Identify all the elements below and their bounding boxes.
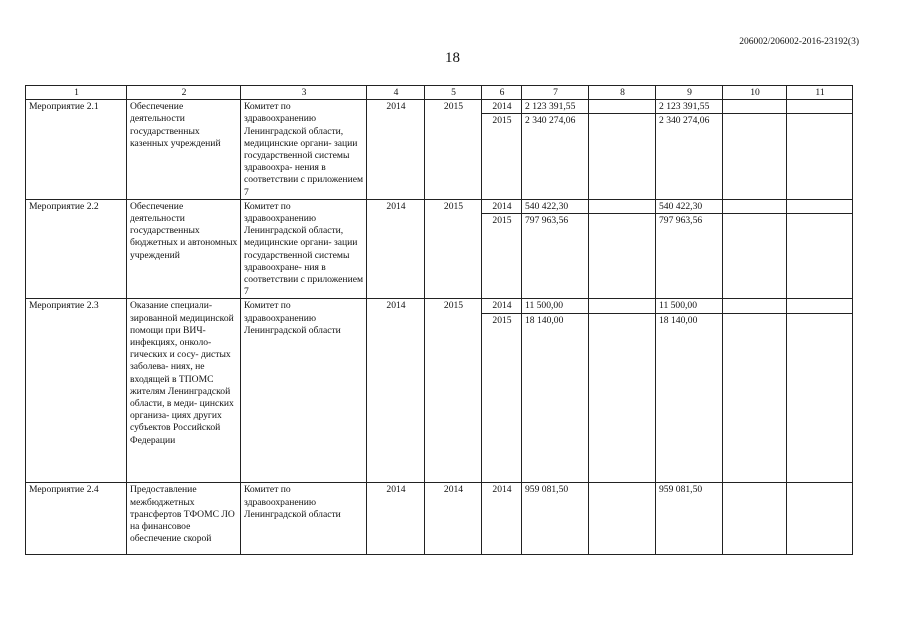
finance-year: 2014 xyxy=(482,100,522,114)
activity-name: Предоставление межбюджетных трансфертов ТФОМС ЛО на финансовое обеспечение скорой xyxy=(127,483,241,555)
column-header: 9 xyxy=(656,86,723,100)
other-amount xyxy=(787,100,853,114)
activities-table xyxy=(25,85,853,555)
activity-name: Обеспечение деятельности государственных казенных учреждений xyxy=(127,100,241,200)
end-year: 2015 xyxy=(425,199,482,299)
activity-id: Мероприятие 2.1 xyxy=(26,100,127,200)
header-row xyxy=(26,86,853,100)
other-amount xyxy=(787,299,853,313)
regional-amount: 18 140,00 xyxy=(656,313,723,483)
total-amount: 540 422,30 xyxy=(522,199,589,213)
column-header: 6 xyxy=(482,86,522,100)
start-year: 2014 xyxy=(367,483,425,555)
document-code: 206002/206002-2016-23192(3) xyxy=(739,37,859,47)
table-header xyxy=(26,86,853,100)
total-amount: 18 140,00 xyxy=(522,313,589,483)
other-amount xyxy=(787,114,853,199)
federal-amount xyxy=(589,214,656,299)
table-body xyxy=(26,100,853,555)
activity-name: Обеспечение деятельности государственных бюджетных и автономных учреждений xyxy=(127,199,241,299)
finance-year: 2015 xyxy=(482,313,522,483)
activity-id: Мероприятие 2.3 xyxy=(26,299,127,483)
column-header: 3 xyxy=(241,86,367,100)
federal-amount xyxy=(589,199,656,213)
local-amount xyxy=(723,214,787,299)
page-number: 18 xyxy=(445,50,460,66)
start-year: 2014 xyxy=(367,100,425,200)
column-header: 10 xyxy=(723,86,787,100)
federal-amount xyxy=(589,100,656,114)
other-amount xyxy=(787,313,853,483)
activity-name: Оказание специали- зированной медицинской помощи при ВИЧ- инфекциях, онколо- гических и сосу- дистых заболева- ниях, не входящей в ТПОМС жителям Ленинградской области, в меди- цинских организа- циях других субъектов Российской Федерации xyxy=(127,299,241,483)
column-header: 8 xyxy=(589,86,656,100)
other-amount xyxy=(787,199,853,213)
finance-year: 2014 xyxy=(482,299,522,313)
federal-amount xyxy=(589,299,656,313)
column-header: 5 xyxy=(425,86,482,100)
activity-id: Мероприятие 2.4 xyxy=(26,483,127,555)
table-row xyxy=(26,100,853,114)
column-header: 4 xyxy=(367,86,425,100)
table-row xyxy=(26,199,853,213)
column-header: 7 xyxy=(522,86,589,100)
regional-amount: 959 081,50 xyxy=(656,483,723,555)
column-header: 2 xyxy=(127,86,241,100)
local-amount xyxy=(723,114,787,199)
table-row xyxy=(26,483,853,555)
federal-amount xyxy=(589,114,656,199)
regional-amount: 11 500,00 xyxy=(656,299,723,313)
regional-amount: 2 123 391,55 xyxy=(656,100,723,114)
start-year: 2014 xyxy=(367,299,425,483)
activity-executor: Комитет по здравоохранению Ленинградской области xyxy=(241,299,367,483)
total-amount: 11 500,00 xyxy=(522,299,589,313)
total-amount: 2 340 274,06 xyxy=(522,114,589,199)
total-amount: 797 963,56 xyxy=(522,214,589,299)
activity-id: Мероприятие 2.2 xyxy=(26,199,127,299)
local-amount xyxy=(723,483,787,555)
other-amount xyxy=(787,483,853,555)
finance-year: 2014 xyxy=(482,199,522,213)
regional-amount: 540 422,30 xyxy=(656,199,723,213)
finance-year: 2015 xyxy=(482,214,522,299)
start-year: 2014 xyxy=(367,199,425,299)
federal-amount xyxy=(589,483,656,555)
federal-amount xyxy=(589,313,656,483)
column-header: 11 xyxy=(787,86,853,100)
local-amount xyxy=(723,199,787,213)
local-amount xyxy=(723,299,787,313)
activity-executor: Комитет по здравоохранению Ленинградской области xyxy=(241,483,367,555)
table-row xyxy=(26,299,853,313)
total-amount: 959 081,50 xyxy=(522,483,589,555)
local-amount xyxy=(723,100,787,114)
finance-year: 2015 xyxy=(482,114,522,199)
regional-amount: 2 340 274,06 xyxy=(656,114,723,199)
activity-executor: Комитет по здравоохранению Ленинградской области, медицинские органи- зации государственной системы здравоохране- ния в соответствии с приложением 7 xyxy=(241,199,367,299)
local-amount xyxy=(723,313,787,483)
total-amount: 2 123 391,55 xyxy=(522,100,589,114)
end-year: 2015 xyxy=(425,299,482,483)
end-year: 2015 xyxy=(425,100,482,200)
other-amount xyxy=(787,214,853,299)
column-header: 1 xyxy=(26,86,127,100)
finance-year: 2014 xyxy=(482,483,522,555)
activity-executor: Комитет по здравоохранению Ленинградской области, медицинские органи- зации государственной системы здравоохра- нения в соответствии с приложением 7 xyxy=(241,100,367,200)
end-year: 2014 xyxy=(425,483,482,555)
regional-amount: 797 963,56 xyxy=(656,214,723,299)
